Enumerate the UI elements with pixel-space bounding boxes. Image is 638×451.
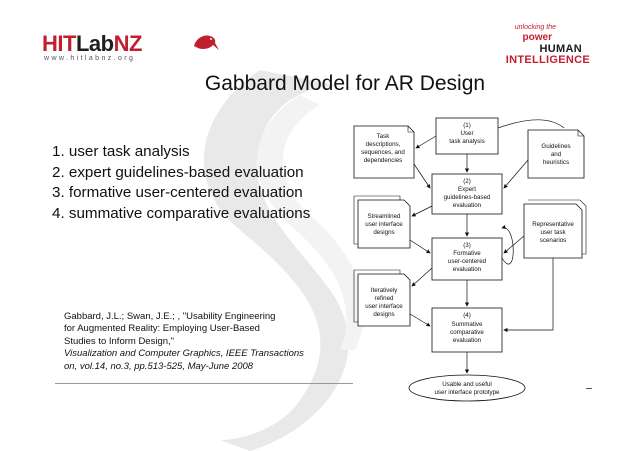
document-label: Task <box>376 133 390 140</box>
brand-nz: NZ <box>113 31 142 56</box>
box-label: guidelines-based <box>443 194 491 201</box>
outcome-ellipse <box>409 375 525 401</box>
hitlabnz-wordmark <box>42 31 142 57</box>
process-box-expert-evaluation <box>432 174 502 214</box>
document-label: Representative <box>532 221 574 228</box>
outcome-label: user interface prototype <box>434 389 500 396</box>
document-label: refined <box>374 295 394 302</box>
logo-line-human: HUMAN <box>539 43 582 55</box>
document-label: dependencies <box>363 157 403 164</box>
process-box-user-task-analysis <box>436 118 498 154</box>
document-representative-scenarios <box>524 200 586 258</box>
divider-line <box>55 383 353 384</box>
citation <box>64 311 364 373</box>
box-label: evaluation <box>452 202 482 209</box>
document-label: sequences, and <box>361 149 405 156</box>
document-label: designs <box>373 311 395 318</box>
process-box-summative-evaluation <box>432 308 502 352</box>
document-label: heuristics <box>542 159 570 166</box>
document-guidelines <box>528 130 584 178</box>
box-label: task analysis <box>449 138 485 145</box>
document-label: descriptions, <box>365 141 401 148</box>
document-label: user interface <box>365 303 403 310</box>
box-label: comparative <box>450 329 484 336</box>
slide-title: Gabbard Model for AR Design <box>204 72 486 95</box>
box-label: Summative <box>451 321 483 328</box>
box-label: Expert <box>458 186 476 193</box>
box-number: (3) <box>463 242 471 249</box>
document-streamlined-designs <box>354 196 410 248</box>
box-label: User <box>460 130 474 137</box>
hitlabnz-logo <box>40 30 216 64</box>
document-label: and <box>550 151 562 158</box>
document-label: designs <box>373 229 395 236</box>
gabbard-flow-diagram <box>352 108 592 404</box>
logo-line-intelligence: INTELLIGENCE <box>505 54 590 66</box>
brand-lab: Lab <box>75 31 114 56</box>
logo-line-unlocking: unlocking the <box>514 24 556 31</box>
document-refined-designs <box>354 270 410 326</box>
citation-line: on, vol.14, no.3, pp.513-525, May-June 2008 <box>64 360 254 372</box>
hitlabnz-url: www.hitlabnz.org <box>44 55 136 62</box>
document-label: Guidelines <box>541 143 571 150</box>
box-label: user-centered <box>447 258 487 265</box>
box-number: (4) <box>463 312 471 319</box>
box-label: evaluation <box>452 266 482 273</box>
box-label: evaluation <box>452 337 482 344</box>
document-task-descriptions <box>354 126 414 178</box>
list-item: 2. expert guidelines-based evaluation <box>52 163 304 181</box>
unlocking-the-power-logo <box>480 24 590 64</box>
process-box-formative-evaluation <box>432 238 502 280</box>
box-number: (1) <box>463 122 471 129</box>
citation-line: Studies to Inform Design," <box>64 335 175 347</box>
box-label: Formative <box>453 250 481 257</box>
step-list <box>52 142 362 224</box>
outcome-label: Usable and useful <box>442 381 492 388</box>
kiwi-bird-icon <box>190 30 220 54</box>
document-label: Iteratively <box>370 287 398 294</box>
document-label: Streamlined <box>367 213 401 220</box>
list-item: 1. user task analysis <box>52 143 190 160</box>
list-item: 3. formative user-centered evaluation <box>52 184 303 201</box>
citation-line: for Augmented Reality: Employing User-Based <box>64 323 260 335</box>
list-item: 4. summative comparative evaluations <box>52 204 311 222</box>
citation-line: Visualization and Computer Graphics, IEEE Transactions <box>64 348 304 360</box>
citation-line: Gabbard, J.L.; Swan, J.E.; , "Usability Engineering <box>64 311 276 322</box>
brand-hit: HIT <box>42 31 76 56</box>
logo-line-power: power <box>522 32 552 43</box>
document-label: scenarios <box>539 237 567 244</box>
document-label: user interface <box>365 221 403 228</box>
box-number: (2) <box>463 178 471 185</box>
document-label: user task <box>540 229 566 236</box>
